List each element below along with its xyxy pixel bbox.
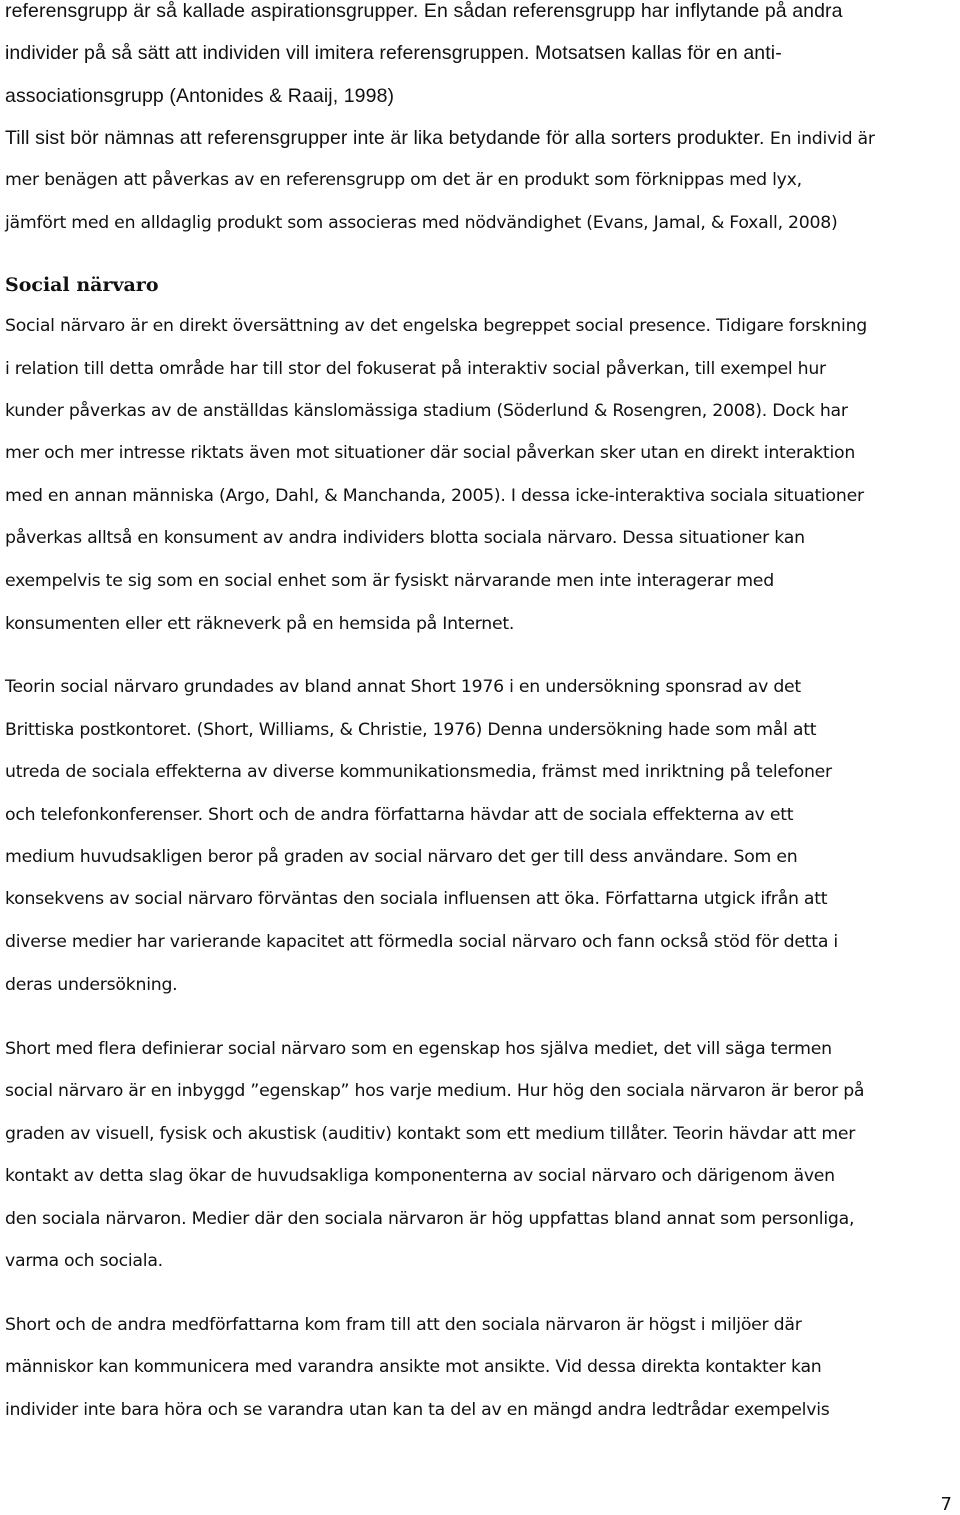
text-span: En individ är (769, 129, 875, 149)
text-line: Social närvaro är en direkt översättning av det engelska begreppet social presence. Tidigare forskning (5, 316, 867, 336)
text-line: jämfört med en alldaglig produkt som associeras med nödvändighet (Evans, Jamal, & Foxall, 2008) (5, 213, 838, 233)
text-line: diverse medier har varierande kapacitet att förmedla social närvaro och fann också stöd för detta i (5, 932, 838, 952)
section-heading: Social närvaro (5, 274, 159, 296)
text-line: och telefonkonferenser. Short och de andra författarna hävdar att de sociala effekterna av ett (5, 805, 794, 825)
text-line: utreda de sociala effekterna av diverse kommunikationsmedia, främst med inriktning på telefoner (5, 762, 832, 782)
text-line: Teorin social närvaro grundades av bland annat Short 1976 i en undersökning sponsrad av det (5, 677, 801, 697)
text-line: kunder påverkas av de anställdas känslomässiga stadium (Söderlund & Rosengren, 2008). Dock har (5, 401, 848, 421)
text-line: medium huvudsakligen beror på graden av social närvaro det ger till dess användare. Som en (5, 847, 798, 867)
text-line: mer benägen att påverkas av en referensgrupp om det är en produkt som förknippas med lyx, (5, 170, 802, 190)
text-line: konsekvens av social närvaro förväntas den sociala influensen att öka. Författarna utgick ifrån att (5, 889, 828, 909)
text-line: exempelvis te sig som en social enhet som är fysiskt närvarande men inte interagerar med (5, 571, 774, 591)
text-line: konsumenten eller ett räkneverk på en hemsida på Internet. (5, 614, 515, 634)
text-line: i relation till detta område har till stor del fokuserat på interaktiv social påverkan, till exempel hur (5, 359, 826, 379)
text-line: social närvaro är en inbyggd ”egenskap” hos varje medium. Hur hög den sociala närvaron är beror på (5, 1081, 865, 1101)
text-line: kontakt av detta slag ökar de huvudsakliga komponenterna av social närvaro och därigenom även (5, 1166, 835, 1186)
text-line: med en annan människa (Argo, Dahl, & Manchanda, 2005). I dessa icke-interaktiva sociala situationer (5, 486, 864, 506)
text-line: Short med flera definierar social närvaro som en egenskap hos själva mediet, det vill säga termen (5, 1039, 832, 1059)
text-line: påverkas alltså en konsument av andra individers blotta sociala närvaro. Dessa situationer kan (5, 528, 805, 548)
text-line: människor kan kommunicera med varandra ansikte mot ansikte. Vid dessa direkta kontakter kan (5, 1357, 822, 1377)
text-span: Till sist bör nämnas att referensgrupper inte är lika betydande för alla sorters produkter. (5, 127, 765, 149)
text-line-mixed (5, 127, 875, 150)
page-number: 7 (940, 1494, 952, 1515)
text-line: referensgrupp är så kallade aspirationsgrupper. En sådan referensgrupp har inflytande på andra (5, 0, 843, 22)
text-line: associationsgrupp (Antonides & Raaij, 1998) (5, 85, 395, 107)
text-line: mer och mer intresse riktats även mot situationer där social påverkan sker utan en direkt interaktion (5, 443, 856, 463)
text-line: graden av visuell, fysisk och akustisk (auditiv) kontakt som ett medium tillåter. Teorin hävdar att mer (5, 1124, 856, 1144)
text-line: deras undersökning. (5, 975, 178, 995)
text-line: Brittiska postkontoret. (Short, Williams, & Christie, 1976) Denna undersökning hade som mål att (5, 720, 817, 740)
text-line: den sociala närvaron. Medier där den sociala närvaron är hög uppfattas bland annat som personliga, (5, 1209, 855, 1229)
text-line: individer inte bara höra och se varandra utan kan ta del av en mängd andra ledtrådar exempelvis (5, 1400, 830, 1420)
text-line: individer på så sätt att individen vill imitera referensgruppen. Motsatsen kallas för en anti- (5, 42, 782, 64)
text-line: varma och sociala. (5, 1251, 163, 1271)
text-line: Short och de andra medförfattarna kom fram till att den sociala närvaron är högst i miljöer där (5, 1315, 802, 1335)
